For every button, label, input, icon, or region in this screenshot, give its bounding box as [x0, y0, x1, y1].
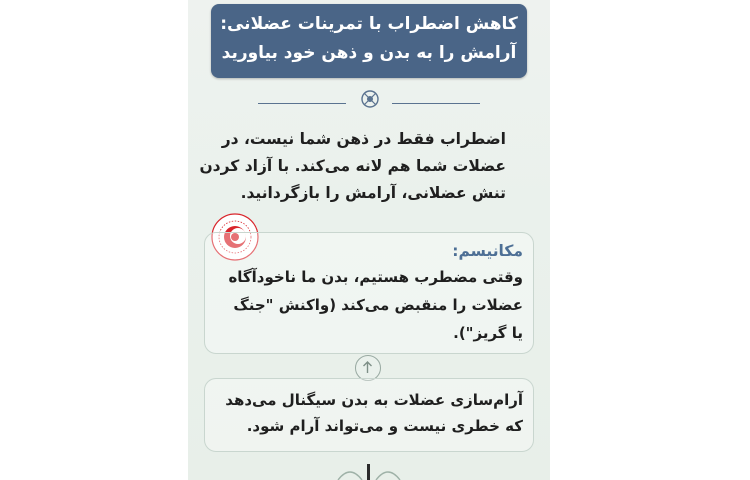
- note-line: که خطری نیست و می‌تواند آرام شود.: [246, 417, 523, 435]
- mechanism-line: عضلات را منقبض می‌کند (واکنش "جنگ: [233, 296, 523, 314]
- mechanism-line: یا گریز").: [453, 324, 523, 342]
- divider-line-right: [392, 103, 480, 104]
- title-line-1: کاهش اضطراب با تمرینات عضلانی:: [220, 14, 518, 34]
- mechanism-line: وقتی مضطرب هستیم، بدن ما ناخودآگاه: [228, 268, 523, 286]
- mechanism-box: [204, 232, 534, 354]
- note-line: آرام‌سازی عضلات به بدن سیگنال می‌دهد: [225, 391, 523, 409]
- mechanism-heading: مکانیسم:: [452, 242, 523, 260]
- title-banner: [211, 4, 527, 78]
- bottom-decoration-icon: [188, 458, 550, 480]
- mechanism-body: [205, 263, 523, 347]
- relaxation-note-box: [204, 378, 534, 452]
- divider-line-left: [258, 103, 346, 104]
- intro-line: تنش عضلانی، آرامش را بازگردانید.: [240, 184, 506, 202]
- intro-line: عضلات شما هم لانه می‌کند. با آزاد کردن: [199, 157, 506, 175]
- infographic-card: [188, 0, 550, 480]
- ornament-icon: [359, 88, 381, 110]
- title-line-2: آرامش را به بدن و ذهن خود بیاورید: [221, 43, 517, 63]
- intro-line: اضطراب فقط در ذهن شما نیست، در: [221, 130, 506, 148]
- ornament-divider: [258, 96, 480, 110]
- intro-paragraph: [199, 126, 506, 207]
